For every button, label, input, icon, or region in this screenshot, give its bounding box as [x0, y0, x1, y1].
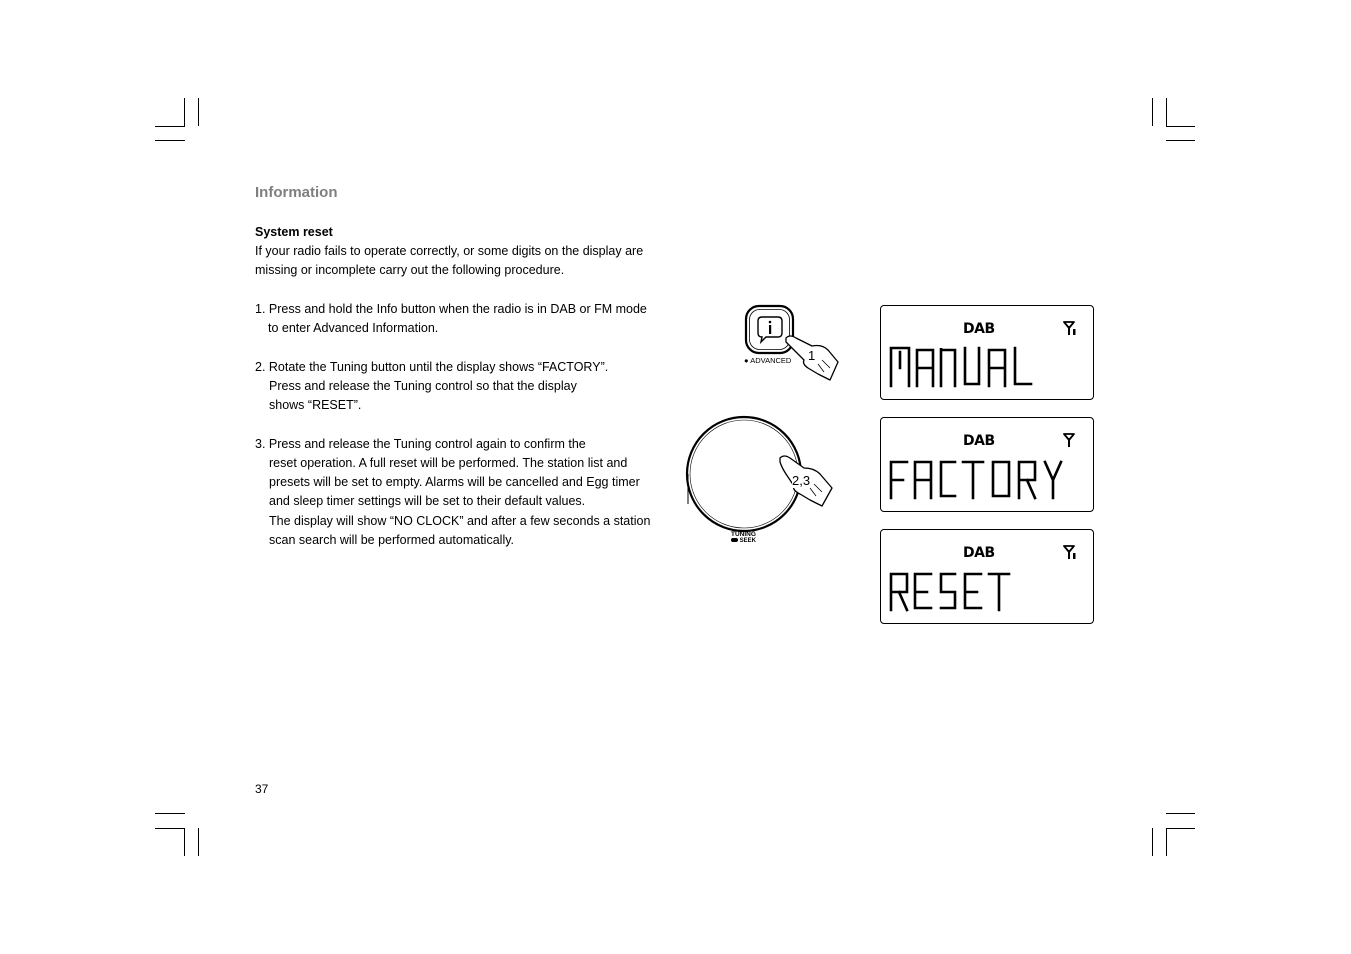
crop-mark [155, 140, 185, 141]
intro-line: missing or incomplete carry out the following procedure. [255, 263, 565, 277]
crop-mark [1166, 813, 1195, 814]
section-title: Information [255, 184, 338, 201]
seek-button-icon [731, 538, 738, 542]
segment-text-manual [889, 346, 1079, 388]
step-1-line: 1. Press and hold the Info button when the radio is in DAB or FM mode [255, 302, 647, 316]
step-3-line: 3. Press and release the Tuning control again to confirm the [255, 437, 586, 451]
crop-mark [155, 126, 185, 127]
step-2-line: shows “RESET”. [269, 398, 362, 412]
advanced-label: ● ADVANCED [744, 356, 792, 365]
callout-number-2-3: 2,3 [792, 473, 811, 488]
step-3-line: scan search will be performed automatically. [269, 533, 515, 547]
crop-mark [1166, 98, 1167, 126]
crop-mark [155, 828, 185, 829]
lcd-mode-label: DAB [963, 545, 995, 561]
lcd-mode-label: DAB [963, 433, 995, 449]
tuning-label: TUNING [731, 531, 756, 538]
info-button [744, 304, 844, 384]
indicator-dot-icon: ● [744, 356, 749, 365]
step-2-line: Press and release the Tuning control so that the display [269, 379, 577, 393]
crop-mark [1166, 126, 1195, 127]
lcd-mode-label: DAB [963, 321, 995, 337]
subsection-heading: System reset [255, 225, 333, 239]
segment-text-factory [889, 458, 1079, 500]
signal-strength-icon [1063, 544, 1079, 560]
signal-strength-icon [1063, 320, 1079, 336]
step-3-line: reset operation. A full reset will be performed. The station list and [269, 456, 628, 470]
crop-mark [1166, 828, 1167, 856]
lcd-display-factory [880, 417, 1094, 512]
crop-mark [1152, 98, 1153, 126]
step-3-line: and sleep timer settings will be set to their default values. [269, 494, 586, 508]
crop-mark [1166, 140, 1195, 141]
crop-mark [1152, 828, 1153, 856]
lcd-display-reset [880, 529, 1094, 624]
page-number: 37 [255, 782, 269, 796]
crop-mark [184, 828, 185, 856]
signal-strength-icon [1063, 432, 1079, 448]
crop-mark [198, 98, 199, 126]
segment-text-reset [889, 570, 1079, 612]
seek-label: SEEK [731, 538, 756, 544]
crop-mark [155, 813, 185, 814]
crop-mark [198, 828, 199, 856]
crop-mark [1166, 828, 1195, 829]
crop-mark [184, 98, 185, 126]
step-3-line: presets will be set to empty. Alarms will be cancelled and Egg timer [269, 475, 640, 489]
tuning-knob [684, 412, 840, 542]
intro-line: If your radio fails to operate correctly, or some digits on the display are [255, 244, 644, 258]
step-3-line: The display will show “NO CLOCK” and after a few seconds a station [269, 514, 651, 528]
step-2-line: 2. Rotate the Tuning button until the display shows “FACTORY”. [255, 360, 609, 374]
step-1-line: to enter Advanced Information. [268, 321, 439, 335]
lcd-display-manual [880, 305, 1094, 400]
callout-number-1: 1 [808, 348, 816, 363]
